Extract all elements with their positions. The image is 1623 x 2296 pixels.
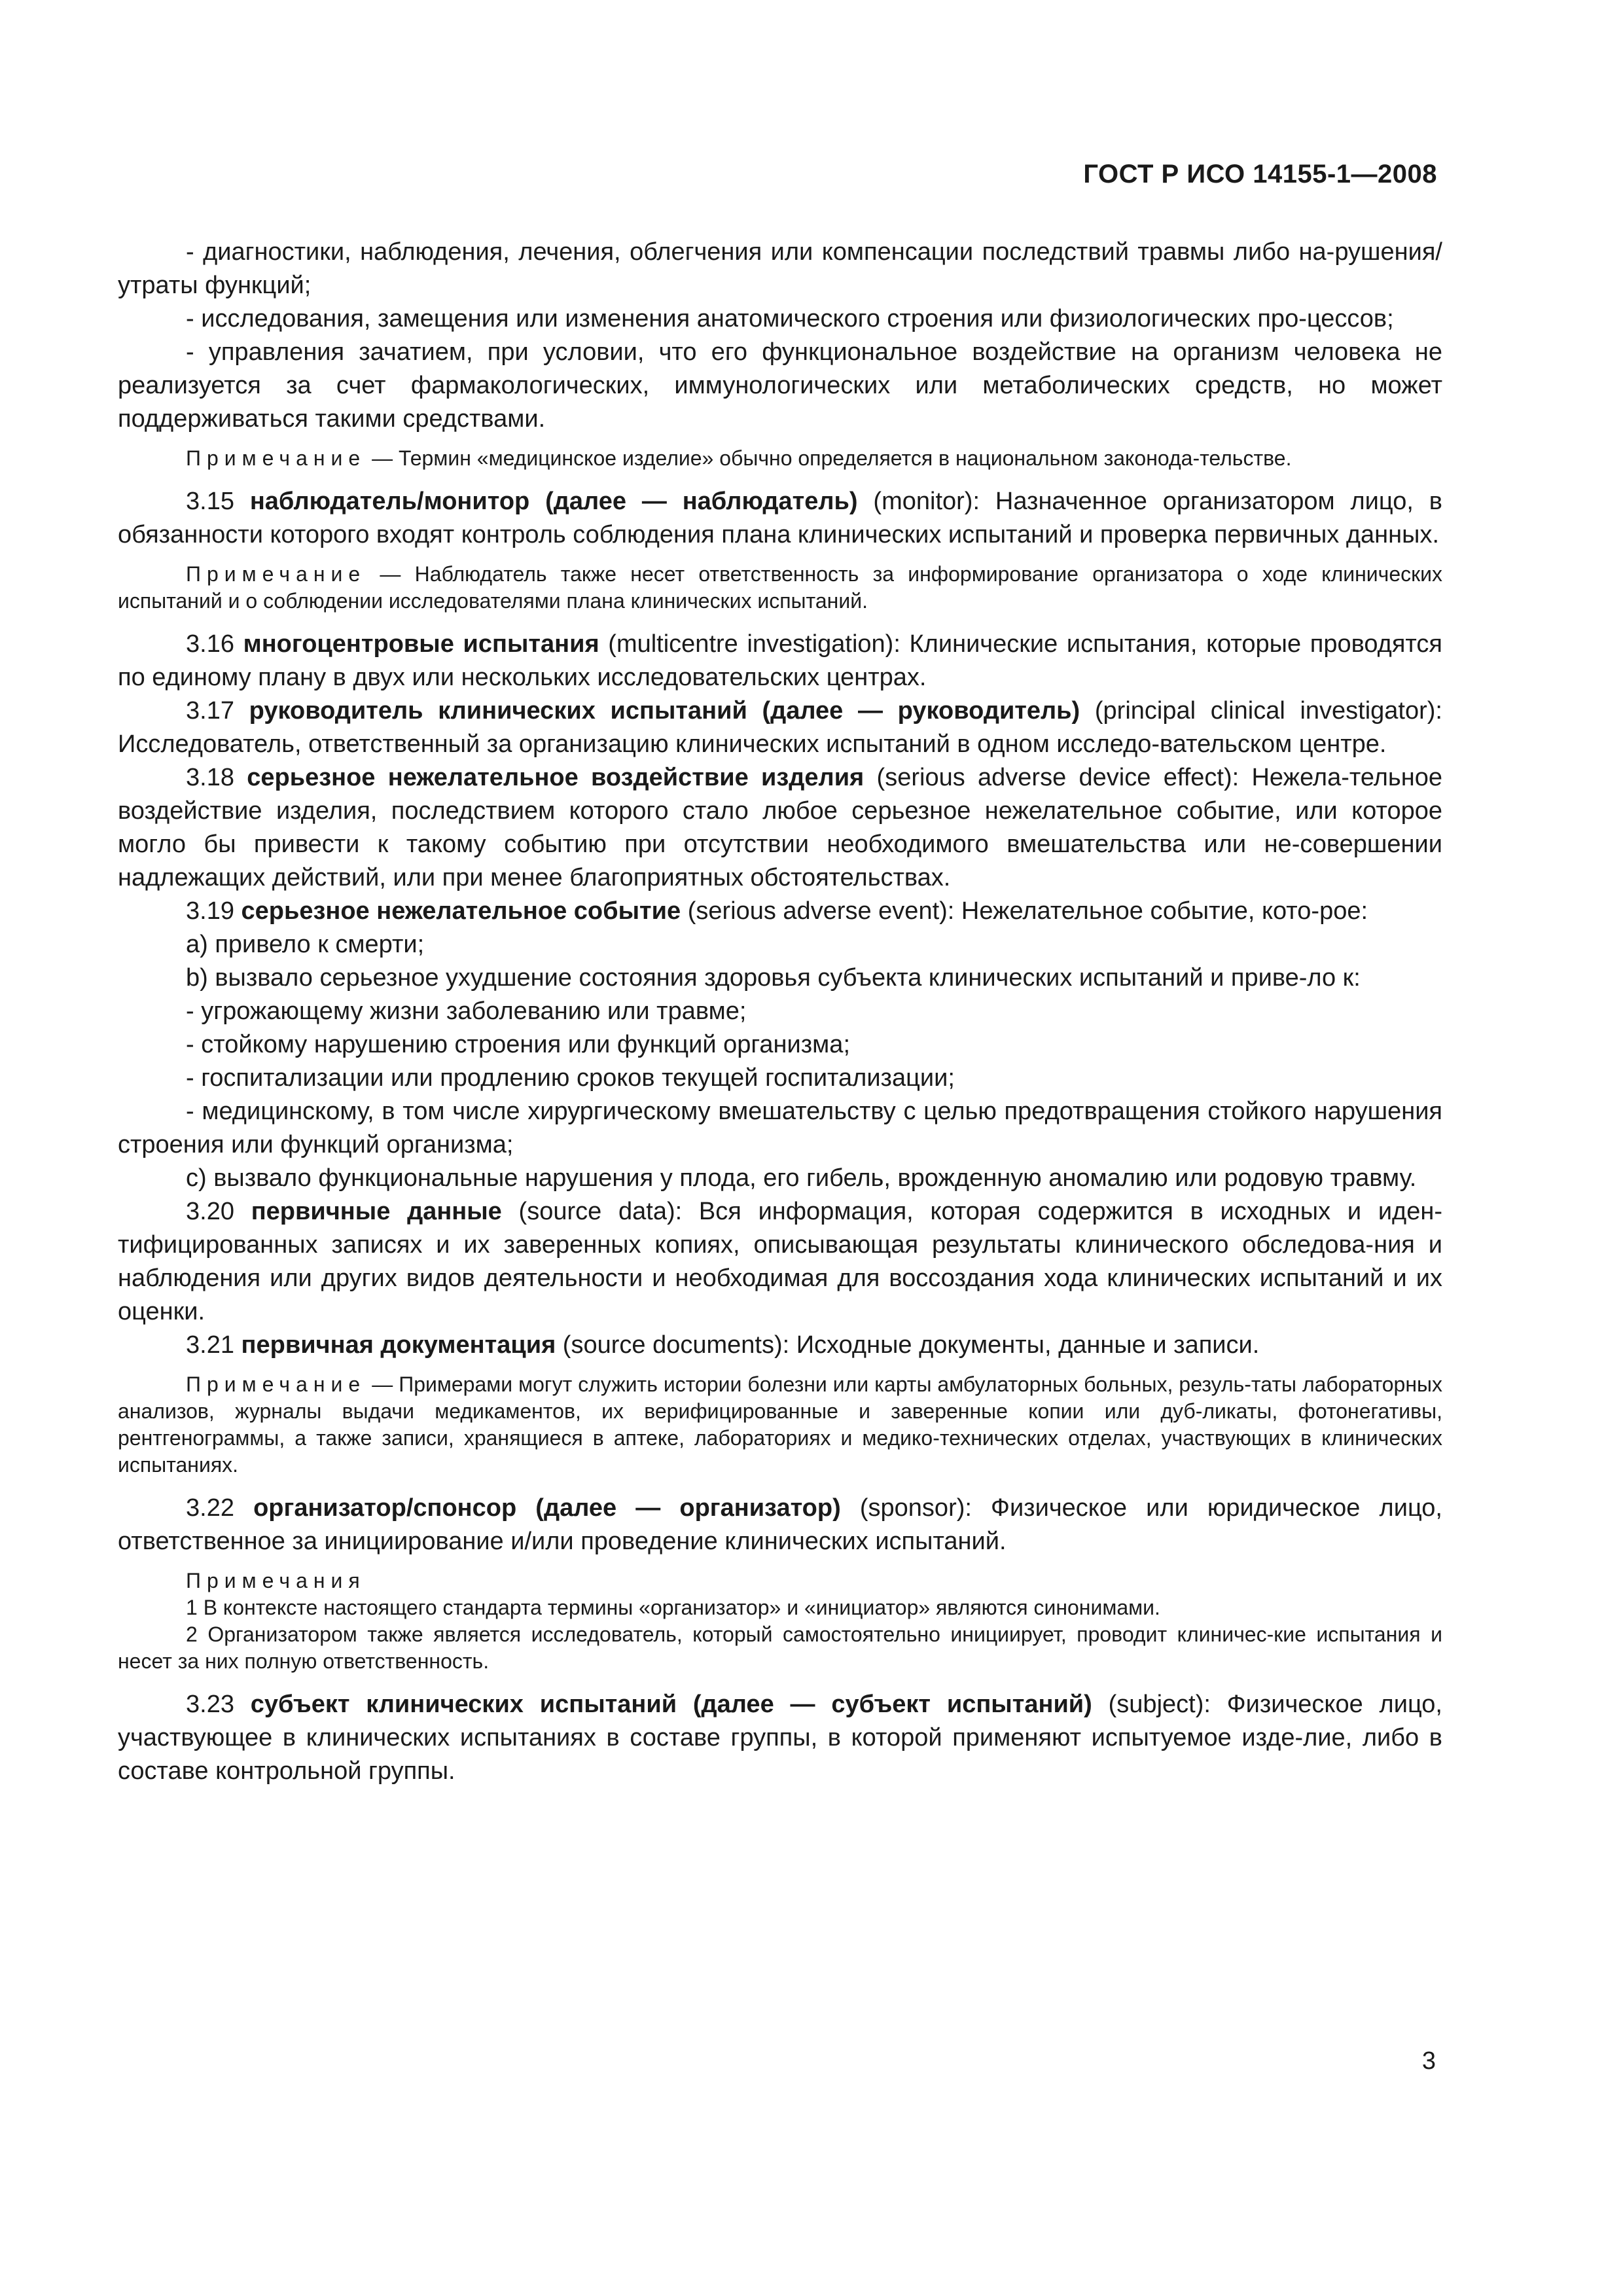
term-number: 3.21 [186, 1331, 241, 1359]
note-item: 1 В контексте настоящего стандарта термины «организатор» и «инициатор» являются синонимами. [186, 1596, 1160, 1619]
term-3-18 [118, 761, 1442, 895]
list-item: c) вызвало функциональные нарушения у плода, его гибель, врожденную аномалию или родовую травму. [186, 1164, 1417, 1192]
term-3-21 [118, 1329, 1442, 1362]
intro-item: - исследования, замещения или изменения анатомического строения или физиологических про-цессов; [186, 305, 1394, 332]
note-label: Примечание [186, 446, 366, 470]
term-title: серьезное нежелательное событие [241, 897, 681, 925]
note-label: Примечание [186, 1372, 366, 1396]
term-number: 3.18 [186, 764, 247, 791]
term-number: 3.23 [186, 1691, 251, 1718]
list-item: - медицинскому, в том числе хирургическому вмешательству с целью предотвращения стойкого нарушения строения или функций организма; [118, 1098, 1442, 1158]
term-definition: (serious adverse event): Нежелательное событие, кото-рое: [681, 897, 1368, 925]
term-title: руководитель клинических испытаний (далее — руководитель) [249, 697, 1080, 725]
term-3-20 [118, 1195, 1442, 1329]
term-definition: (subject): Физическое лицо, участвующее в клинических испытаниях в составе группы, в которой применяют испытуемое изде-лие, либо в составе контрольной группы. [118, 1691, 1442, 1785]
term-definition: (source documents): Исходные документы, данные и записи. [556, 1331, 1260, 1359]
term-number: 3.15 [186, 488, 250, 515]
term-number: 3.16 [186, 630, 243, 658]
list-item: - угрожающему жизни заболеванию или травме; [186, 997, 747, 1025]
term-number: 3.22 [186, 1494, 254, 1522]
list-item: a) привело к смерти; [186, 931, 425, 958]
term-3-22 [118, 1492, 1442, 1558]
page-number: 3 [1421, 2047, 1436, 2075]
term-3-15 [118, 485, 1442, 552]
term-definition: (source data): Вся информация, которая содержится в исходных и иден-тифицированных записях и их заверенных копиях, описывающая результаты клинического обследова-ния и наблюдения или других видов деятельности и необходимая для воссоздания хода клинических испытаний и их оценки. [118, 1198, 1442, 1325]
note-3-14 [118, 445, 1442, 472]
list-item: - стойкому нарушению строения или функций организма; [186, 1031, 850, 1058]
note-dash: — [366, 562, 415, 586]
term-definition: (sponsor): Физическое или юридическое лицо, ответственное за инициирование и/или проведение клинических испытаний. [118, 1494, 1442, 1555]
term-3-17 [118, 694, 1442, 761]
intro-item: - диагностики, наблюдения, лечения, облегчения или компенсации последствий травмы либо на-рушения/утраты функций; [118, 238, 1442, 299]
term-definition: (serious adverse device effect): Нежела-тельное воздействие изделия, последствием которого стало любое серьезное нежелательное событие, или которое могло бы привести к такому событию при отсутствии необходимого вмешательства или не-совершении надлежащих действий, или при менее благоприятных обстоятельствах. [118, 764, 1442, 891]
term-definition: (monitor): Назначенное организатором лицо, в обязанности которого входят контроль соблюдения плана клинических испытаний и проверка первичных данных. [118, 488, 1442, 548]
term-title: организатор/спонсор (далее — организатор) [253, 1494, 841, 1522]
intro-item: - управления зачатием, при условии, что его функциональное воздействие на организм человека не реализуется за счет фармакологических, иммунологических или метаболических средств, но может поддерживаться такими средствами. [118, 338, 1442, 433]
note-text: Термин «медицинское изделие» обычно определяется в национальном законода-тельстве. [399, 446, 1292, 470]
term-title: первичная документация [241, 1331, 556, 1359]
notes-label: Примечания [186, 1569, 366, 1592]
term-3-23 [118, 1688, 1442, 1788]
note-3-15 [118, 561, 1442, 615]
note-text: Примерами могут служить истории болезни или карты амбулаторных больных, резуль-таты лабораторных анализов, журналы выдачи медикаментов, их верифицированные и заверенные копии или дуб-ликаты, фотонегативы, рентгенограммы, а также записи, хранящиеся в аптеке, лабораториях и медико-технических отделах, участвующих в клинических испытаниях. [118, 1372, 1443, 1477]
term-number: 3.19 [186, 897, 241, 925]
note-text: Наблюдатель также несет ответственность за информирование организатора о ходе клинических испытаний и о соблюдении исследователями плана клинических испытаний. [118, 562, 1443, 613]
term-title: многоцентровые испытания [243, 630, 599, 658]
term-definition: (principal clinical investigator): Исследователь, ответственный за организацию клинических испытаний в одном исследо-вательском центре. [118, 697, 1442, 758]
list-item: b) вызвало серьезное ухудшение состояния здоровья субъекта клинических испытаний и приве-ло к: [186, 964, 1361, 992]
notes-3-22 [118, 1568, 1442, 1675]
note-dash: — [366, 1372, 399, 1396]
term-3-19 [118, 895, 1442, 928]
note-label: Примечание [186, 562, 366, 586]
term-title: первичные данные [251, 1198, 502, 1225]
term-definition: (multicentre investigation): Клинические испытания, которые проводятся по единому плану в двух или нескольких исследовательских центрах. [118, 630, 1442, 691]
term-3-16 [118, 628, 1442, 694]
term-title: серьезное нежелательное воздействие изделия [247, 764, 865, 791]
term-title: наблюдатель/монитор (далее — наблюдатель) [249, 488, 858, 515]
list-item: - госпитализации или продлению сроков текущей госпитализации; [186, 1064, 955, 1092]
note-3-21 [118, 1371, 1442, 1479]
term-title: субъект клинических испытаний (далее — субъект испытаний) [250, 1691, 1092, 1718]
note-dash: — [366, 446, 399, 470]
term-number: 3.17 [186, 697, 249, 725]
document-body [118, 236, 1442, 1788]
standard-header: ГОСТ Р ИСО 14155-1—2008 [1083, 160, 1437, 188]
term-number: 3.20 [186, 1198, 251, 1225]
note-item: 2 Организатором также является исследователь, который самостоятельно инициирует, проводит клиничес-кие испытания и несет за них полную ответственность. [118, 1623, 1442, 1673]
